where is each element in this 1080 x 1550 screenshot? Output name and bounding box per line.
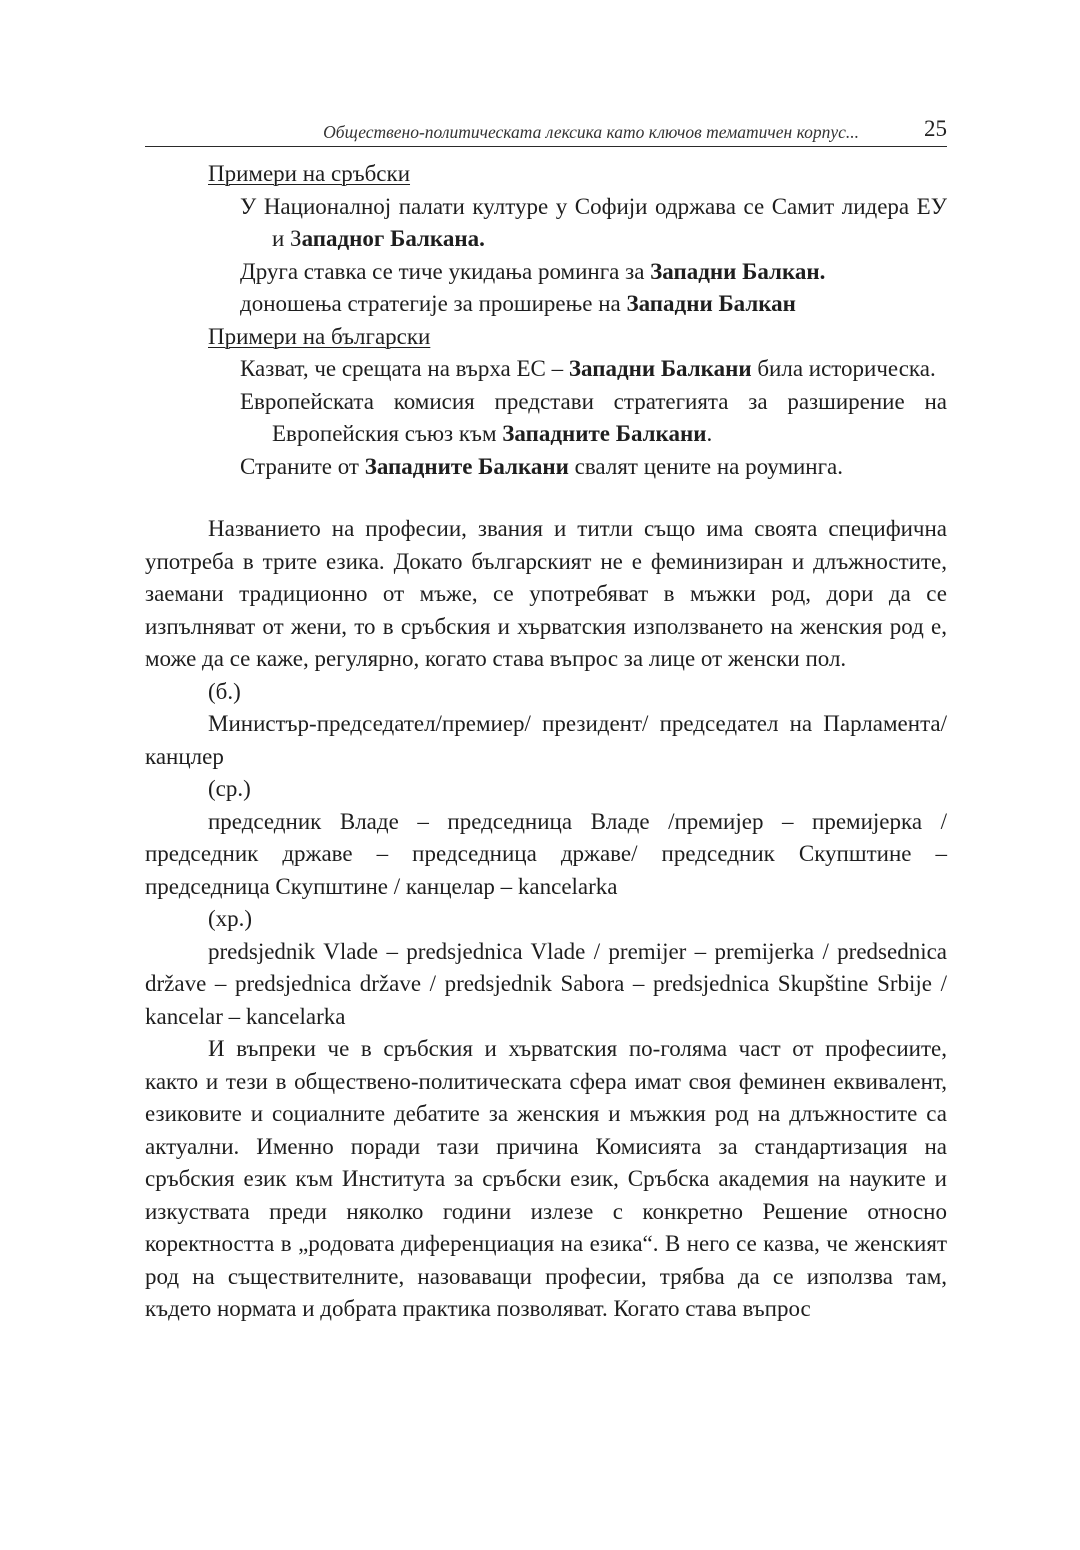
serbian-examples-heading: Примери на сръбски xyxy=(208,161,411,186)
example-bulgarian-titles: Министър-председател/премиер/ президент/ председател на Парламента/канцлер xyxy=(145,711,947,769)
label-croatian: (хр.) xyxy=(208,906,253,931)
running-title: Обществено-политическата лексика като ключов тематичен корпус... xyxy=(323,122,859,142)
paragraph-2: И въпреки че в сръбския и хърватския по-голяма част от професиите, както и тези в обществено-политическата сфера имат своя феминен еквивалент, езиковите и социалните дебатите за женския и мъжкия род на длъжностите са актуални. Именно поради тази причина Комисията за стандартизация на сръбския език към Института за сръбски език, Сръбска академия на науките и изкуствата преди няколко години излезе с конкретно Решение относно коректността в „родовата диференциация на езика“. В него се казва, че женският род на съществителните, назоваващи професии, трябва да се използва там, където нормата и добрата практика позволяват. Когато става въпрос xyxy=(145,1036,947,1321)
label-bulgarian: (б.) xyxy=(208,678,241,704)
running-header xyxy=(145,116,947,147)
bulgarian-example-1: Казват, че срещата на върха ЕС – Западни Балкани била историческа. xyxy=(240,356,936,381)
bulgarian-example-2: Европейската комисия представи стратегията за разширение на Европейския съюз към Западните Балкани. xyxy=(240,388,947,446)
page-number: 25 xyxy=(924,116,947,141)
bulgarian-examples-heading: Примери на български xyxy=(208,323,431,349)
body-text xyxy=(145,158,947,1326)
serbian-example-1: У Националној палати културе у Софији одржава се Самит лидера ЕУ и Западног Балкана. xyxy=(240,193,947,251)
example-serbian-titles: председник Владе – председница Владе /премијер – премијерка / председник државе – председница државе/ председник Скупштине – председница Скупштине / канцелар – kancelarka xyxy=(145,808,947,899)
paragraph-1: Названието на професии, звания и титли също има своята специфична употреба в трите езика. Докато българският не е феминизиран и длъжностите, заемани традиционно от мъже, се употребяват в мъжки род, дори да се изпълняват от жени, то в сръбския и хърватския използването на женския род е, може да се каже, регулярно, когато става въпрос за лице от женски пол. xyxy=(145,516,947,671)
label-serbian: (ср.) xyxy=(208,776,251,801)
section-gap xyxy=(145,483,947,513)
serbian-example-3: доношења стратегије за проширење на Западни Балкан xyxy=(240,291,796,316)
serbian-example-2: Друга ставка се тиче укидања роминга за Западни Балкан. xyxy=(240,258,826,284)
example-croatian-titles: predsjednik Vlade – predsjednica Vlade / premijer – premijerka / predsednica države – predsjednica države / predsjednik Sabora – predsjednica Skupštine Srbije / kancelar – kancelarka xyxy=(145,938,947,1029)
bulgarian-example-3: Страните от Западните Балкани свалят цените на роуминга. xyxy=(240,453,844,479)
